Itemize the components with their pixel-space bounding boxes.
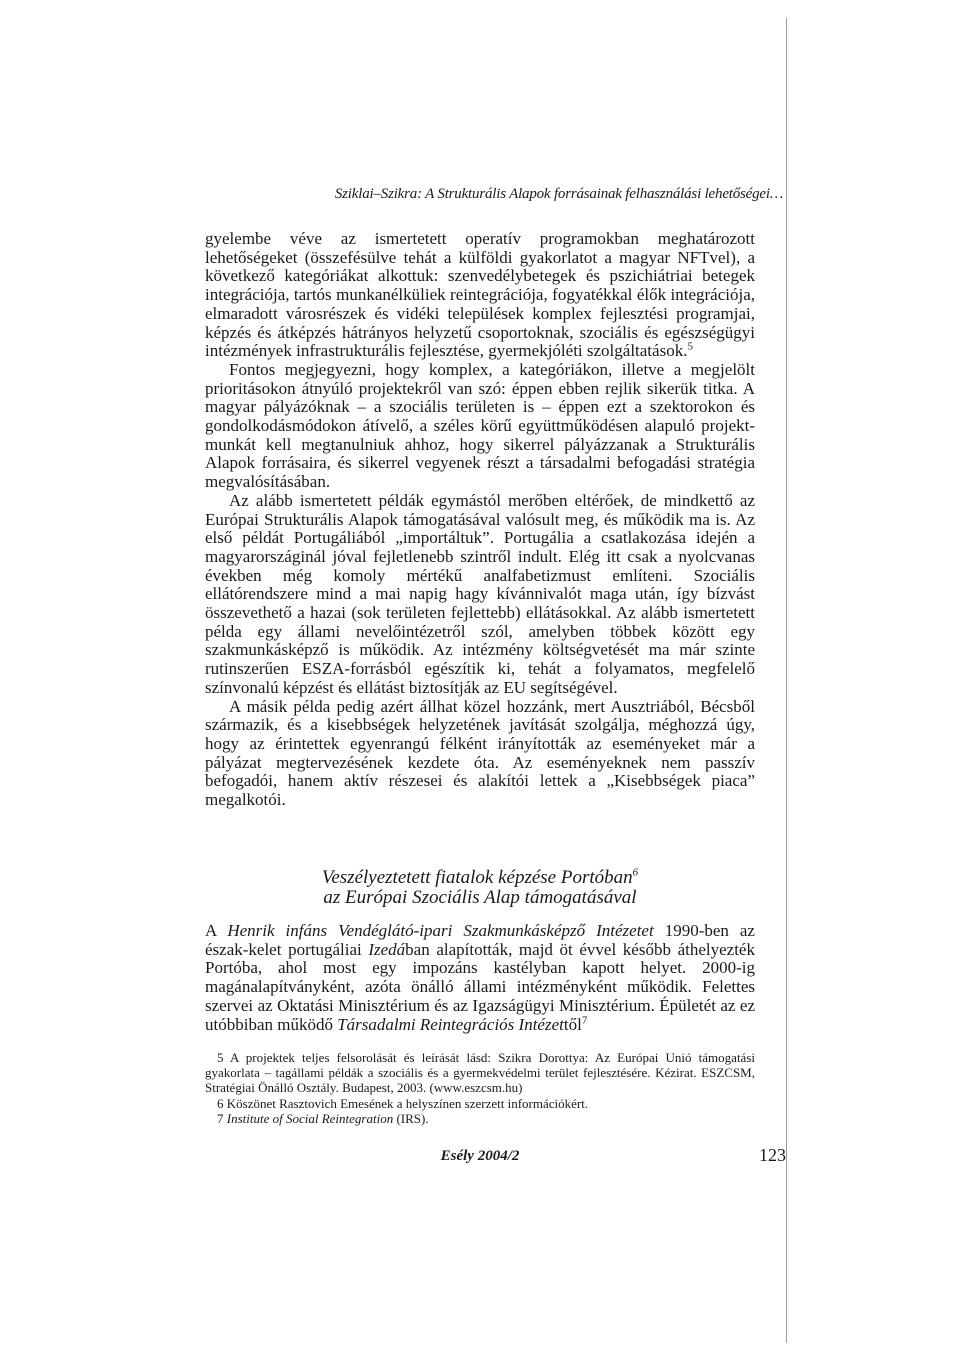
paragraph-1: [205, 230, 755, 361]
footnote-7-title: Institute of Social Reintegration: [226, 1110, 394, 1126]
footnote-7-number: 7: [217, 1110, 227, 1126]
footnote-5: 5 A projektek teljes felsorolását és leírását lásd: Szikra Dorottya: Az Európai Unió támogatási gyakorlata – tagállami példák a szociális és a gyermekvédelmi terület fejlesztésére. Kézirat. ESZCSM, Stratégiai Önálló Osztály. Budapest, 2003. (www.eszcsm.hu): [205, 1050, 755, 1096]
footnote-7-rest: (IRS).: [393, 1110, 429, 1126]
footnote-7: [205, 1111, 755, 1126]
paragraph-4: A másik példa pedig azért állhat közel hozzánk, mert Ausztriából, Bécsből származik, és a kisebbségek helyzetének javítását szolgálja, méghozzá úgy, hogy az érintettek egyenrangú félként irányították az eseményeket már a pályázat megtervezésének kezdete óta. Az eseményeknek nem passzív befogadói, hanem aktív részesei és alakítói lettek a „Kisebbségek piaca” megalkotói.: [205, 696, 755, 810]
footer-journal: Esély 2004/2: [440, 1148, 520, 1164]
institution-name: Henrik infáns Vendéglátó-ipari Szakmunkásképző Intézetet: [227, 921, 654, 940]
footnote-ref-5[interactable]: 5: [687, 340, 693, 353]
page-number: 123: [759, 1145, 786, 1165]
s2-text-2: 1990-ben az észak-kelet portugáliai: [205, 921, 755, 959]
paragraph-1-text: gyelembe véve az ismertetett operatív programokban meghatározott lehetőségeket (összefésülve tehát a külföldi gyakorlatot a magyar NFTvel), a következő kategóriákat alkottuk: szenvedélybetegek és pszichiátriai betegek integrációja, tartós munkanélküliek reintegrációja, fogyatékkal élők integrációja, elmaradott városrészek és vidéki települések komplex fejlesztési programjai, képzés és átképzés hátrányos helyzetű csoportoknak, szociális és egészségügyi intézmények infrastrukturális fejlesztése, gyermekjóléti szolgáltatások.: [205, 229, 755, 361]
reintegration-institute-name: Társadalmi Reintegrációs Intézet: [337, 1014, 564, 1034]
running-head: Sziklai–Szikra: A Strukturális Alapok forrásainak felhasználási lehetőségei…: [334, 186, 783, 202]
section-2-paragraph: [205, 922, 755, 1034]
subheading-line-2: az Európai Szociális Alap támogatásával: [323, 887, 637, 908]
footnote-ref-7[interactable]: 7: [581, 1013, 588, 1026]
article-body: [205, 230, 755, 810]
subheading-line-1-text: Veszélyeztetett fiatalok képzése Portóban: [321, 867, 633, 888]
paragraph-3: Az alább ismertetett példák egymástól merőben eltérőek, de mindkettő az Európai Strukturális Alapok támogatásával valósult meg, és működik ma is. Az első példát Portugáliából „importáltuk”. Portugália a csatlakozása idején a magyarországinál jóval fejletlenebb szintről indult. Elég itt csak a nyolcvanas években még komoly mértékű analfabetizmust említeni. Szociális ellátórendszere mind a mai napig hagy kívánnivalót maga után, így bízvást összevethető a hazai (sok területen fejlettebb) ellátásokkal. Az alább ismertetett példa egy állami nevelőintézetről szól, amelyben többek között egy szakmunkásképző is működik. Az intézmény költségvetését ma már szinte rutinszerűen ESZA-forrásból egészítik ki, tehát a folyamatos, megfelelő színvonalú képzést és ellátást biztosítják az EU segítségével.: [205, 490, 755, 697]
footnote-6: 6 Köszönet Rasztovich Emesének a helyszínen szerzett információkért.: [217, 1095, 589, 1111]
s2-text-1: A: [205, 921, 228, 940]
section-subheading: [205, 868, 755, 908]
footnote-ref-6[interactable]: 6: [632, 866, 639, 879]
paragraph-2: Fontos megjegyezni, hogy komplex, a kategóriákon, illetve a megjelölt prioritásokon átnyúló projektekről van szó: éppen ebben rejlik sikerük titka. A magyar pályázóknak – a szociális területen is – éppen ezt a szektorokon és gondolkodásmódokon átívelő, a széles körű együttműködésen alapuló projekt-munkát kell megtanulniuk ahhoz, hogy sikerrel pályázzanak a Strukturális Alapok forrásaira, és sikerrel vegyenek részt a társadalmi befogadási stratégia megvalósításában.: [205, 359, 755, 492]
s2-text-4: től: [563, 1014, 582, 1034]
margin-rule: [786, 18, 787, 1343]
place-name: Izedá: [368, 939, 406, 959]
subheading-line-1: [205, 868, 755, 888]
footnotes: [205, 1050, 755, 1126]
section-2-body: [205, 922, 755, 1034]
s2-text-3: ban alapították, majd öt évvel később áthelyezték Portóba, ahol most egy impozáns kastélyban kapott helyet. 2000-ig magánalapítványként, azóta önálló állami intézményként működik. Felettes szervei az Oktatási Minisztérium és az Igazságügyi Minisztérium. Épületét az ez utóbbiban működő: [205, 939, 755, 1034]
